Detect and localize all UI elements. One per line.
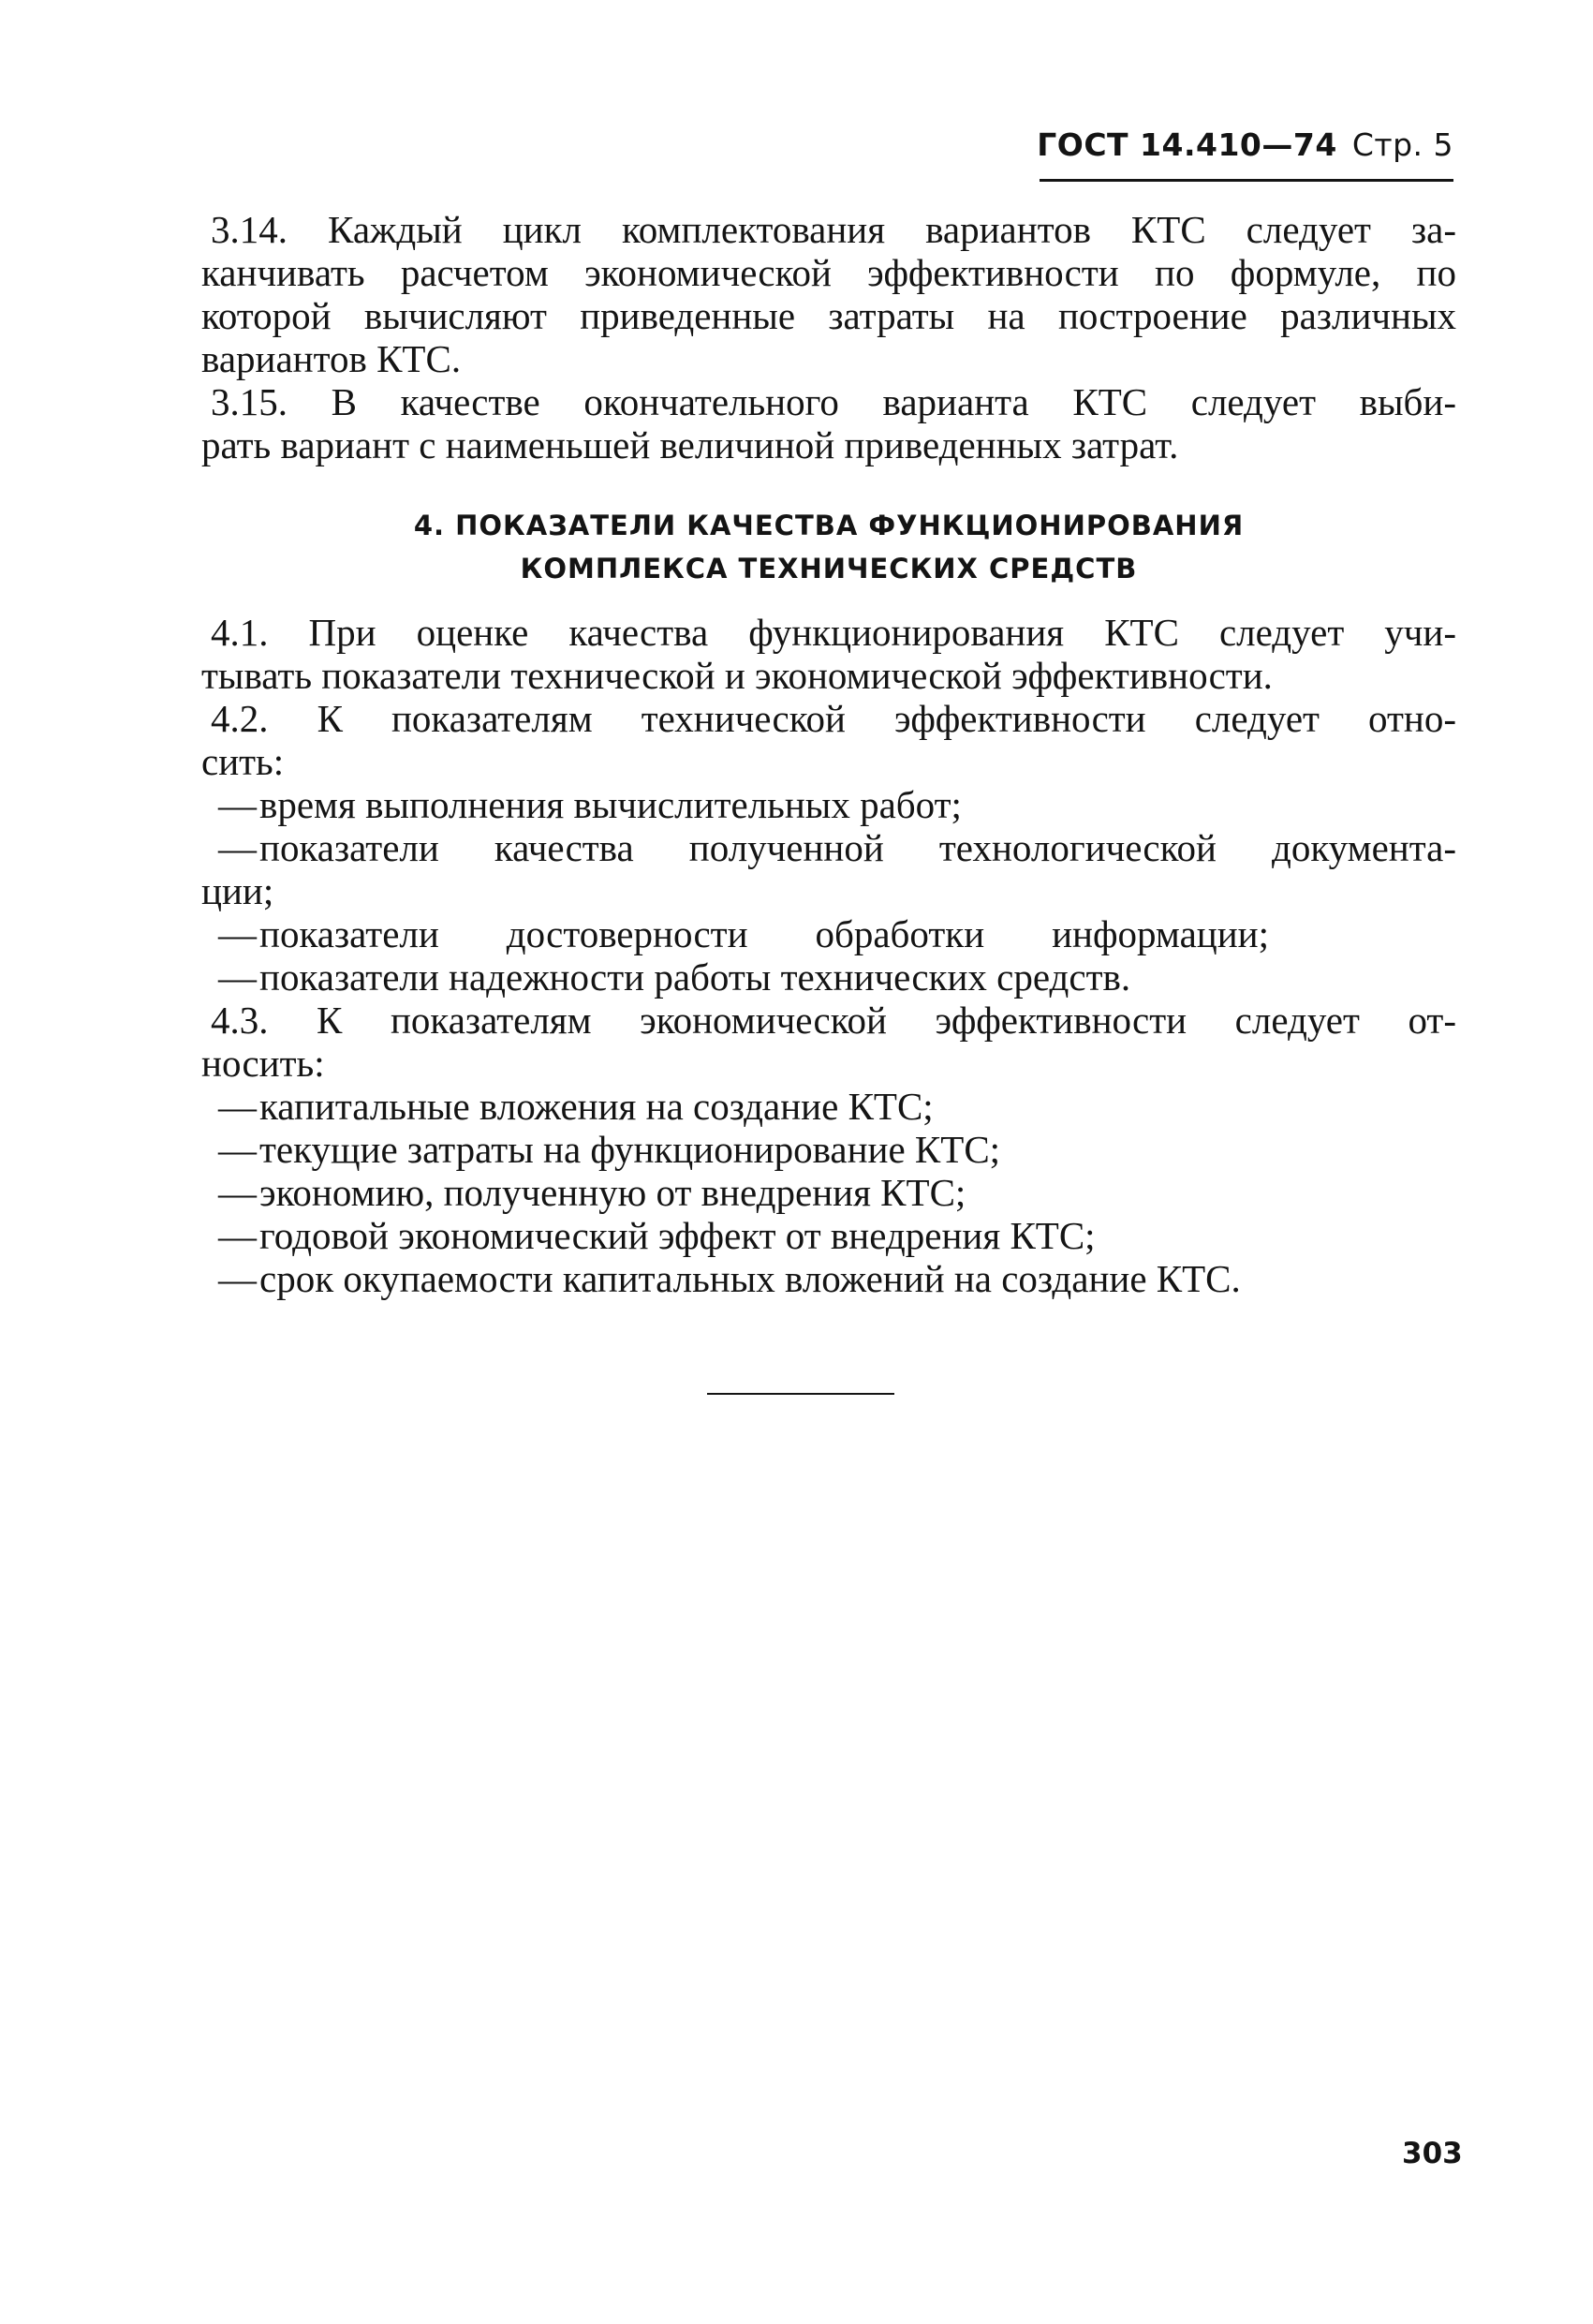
paragraph-line: канчивать расчетом экономической эффективности по формуле, по xyxy=(201,251,1456,294)
list-item-text: экономию, полученную от внедрения КТС; xyxy=(259,1171,966,1214)
economic-indicators-list xyxy=(201,1085,1456,1300)
list-item xyxy=(207,1128,1456,1171)
paragraph-3-15 xyxy=(201,380,1456,466)
dash-marker: — xyxy=(218,783,257,826)
list-item-text: капитальные вложения на создание КТС; xyxy=(259,1085,934,1128)
list-item xyxy=(207,826,1456,869)
dash-marker: — xyxy=(218,1128,257,1171)
document-body xyxy=(201,208,1456,1300)
paragraph-line: 4.2. К показателям технической эффективности следует отно- xyxy=(211,697,1456,740)
paragraph-line: которой вычисляют приведенные затраты на построение различных xyxy=(201,294,1456,337)
dash-marker: — xyxy=(218,912,257,955)
paragraph-line: носить: xyxy=(201,1042,325,1085)
technical-indicators-list xyxy=(201,783,1456,999)
paragraph-line: вариантов КТС. xyxy=(201,337,462,380)
paragraph-3-14 xyxy=(201,208,1456,380)
list-item-text: срок окупаемости капитальных вложений на создание КТС. xyxy=(259,1257,1241,1300)
list-item-text: показатели надежности работы технических средств. xyxy=(259,955,1131,999)
page-number: 303 xyxy=(1402,2137,1463,2170)
list-item-text: годовой экономический эффект от внедрения КТС; xyxy=(259,1214,1096,1257)
list-item-text: показатели качества полученной технологической документа- xyxy=(259,826,1456,869)
paragraph-4-1 xyxy=(201,611,1456,697)
section-title-line-1: 4. ПОКАЗАТЕЛИ КАЧЕСТВА ФУНКЦИОНИРОВАНИЯ xyxy=(413,510,1245,541)
list-item xyxy=(207,1171,1456,1214)
header-text xyxy=(1037,126,1453,163)
paragraph-line: ции; xyxy=(201,869,274,912)
standard-number: ГОСТ 14.410—74 xyxy=(1037,126,1337,163)
paragraph-4-2 xyxy=(201,697,1456,783)
section-4-title xyxy=(201,504,1456,590)
list-item xyxy=(207,783,1456,826)
list-item-text: показатели достоверности обработки информации; xyxy=(259,912,1269,955)
paragraph-4-3 xyxy=(201,999,1456,1085)
section-title-line-2: КОМПЛЕКСА ТЕХНИЧЕСКИХ СРЕДСТВ xyxy=(520,553,1138,585)
list-item xyxy=(207,1257,1456,1300)
dash-marker: — xyxy=(218,1171,257,1214)
paragraph-line: 3.15. В качестве окончательного варианта КТС следует выби- xyxy=(211,380,1456,423)
paragraph-line: 3.14. Каждый цикл комплектования вариантов КТС следует за- xyxy=(211,208,1456,251)
header-rule xyxy=(1040,179,1453,182)
dash-marker: — xyxy=(218,1214,257,1257)
dash-marker: — xyxy=(218,955,257,999)
paragraph-line: сить: xyxy=(201,740,285,783)
paragraph-line: рать вариант с наименьшей величиной приведенных затрат. xyxy=(201,423,1179,466)
end-of-text-rule xyxy=(707,1393,894,1395)
list-item-text: текущие затраты на функционирование КТС; xyxy=(259,1128,1001,1171)
paragraph-line: тывать показатели технической и экономической эффективности. xyxy=(201,654,1273,697)
paragraph-line: 4.1. При оценке качества функционирования КТС следует учи- xyxy=(211,611,1456,654)
paragraph-line: 4.3. К показателям экономической эффективности следует от- xyxy=(211,999,1456,1042)
dash-marker: — xyxy=(218,1085,257,1128)
list-item xyxy=(207,955,1456,999)
dash-marker: — xyxy=(218,1257,257,1300)
list-item xyxy=(207,1214,1456,1257)
dash-marker: — xyxy=(218,826,257,869)
list-item xyxy=(207,1085,1456,1128)
list-item-continuation xyxy=(201,869,1456,912)
page-label: Стр. 5 xyxy=(1351,126,1453,163)
list-item xyxy=(207,912,1456,955)
list-item-text: время выполнения вычислительных работ; xyxy=(259,783,962,826)
page-header xyxy=(1037,126,1453,181)
